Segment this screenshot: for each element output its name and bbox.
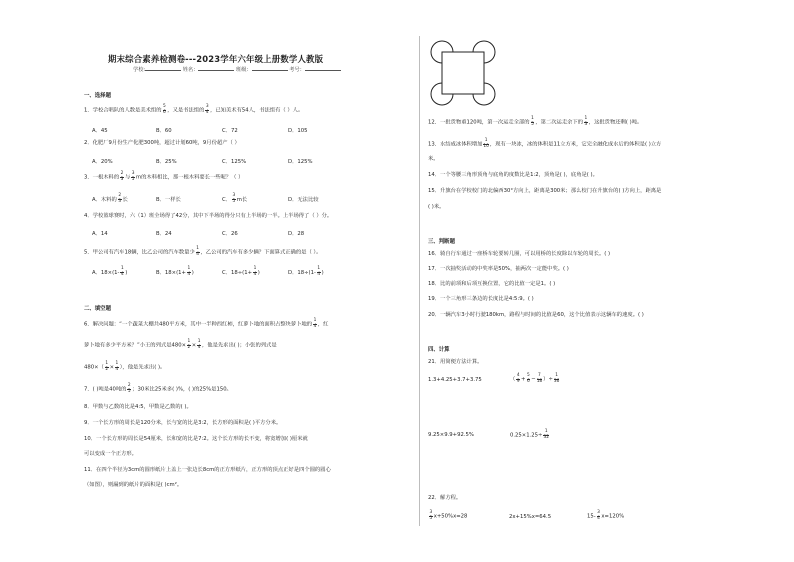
school-label: 学校: bbox=[133, 67, 146, 73]
question-6-line2: 萝卜地有多少平方米？”小王的列式是480× $\frac{1}{2}$ × $\frac{1}{4}$ ，他是先求出( )；小张的列式是 bbox=[84, 339, 277, 350]
question-4-options: A．14 B．24 C．26 D．28 bbox=[92, 231, 305, 237]
section-choice-title: 一、选择题 bbox=[84, 93, 111, 99]
question-2-options: A．20% B．25% C．125% D．125% bbox=[92, 159, 313, 165]
calc-4: 0.25×1.25÷ $\frac{1}{32}$ bbox=[510, 429, 549, 440]
equation-2: 2x+15%x=64.5 bbox=[509, 514, 552, 520]
question-1-options: A．45 B．60 C．72 D．105 bbox=[92, 128, 308, 134]
section-calc-title: 四、计算 bbox=[428, 347, 450, 353]
question-3: 3．一根木料的 $\frac{2}{3}$ 与 $\frac{3}{5}$ m的木料相比，那一根木料要长一些呢？（ ） bbox=[84, 171, 244, 182]
student-info-line bbox=[133, 64, 341, 73]
circles-square-figure bbox=[428, 38, 498, 108]
calc-3: 9.25×9.9+92.5% bbox=[428, 432, 474, 438]
question-5-options: A．18×(1- $\frac{1}{4}$ ) B．18×(1+ $\frac{1}{4}$ ) C．18÷(1+ $\frac{1}{4}$ ) D．18÷(1- $\frac{1}{4}$ ) bbox=[92, 266, 324, 277]
question-7: 7．( )吨是40吨的 $\frac{2}{5}$ ；30米比25米多( )%，( )的25%是150。 bbox=[84, 383, 232, 394]
question-8: 8．甲数与乙数的比是4:5，甲数是乙数的( )。 bbox=[84, 404, 192, 410]
equation-1: $\frac{3}{5}$ x+50%x=28 bbox=[429, 510, 468, 521]
question-10-line2: 可以变成一个正方形。 bbox=[84, 451, 137, 457]
question-2: 2．化肥厂9月份生产化肥300吨，超过计划60吨，9月份超产（ ） bbox=[84, 140, 240, 146]
question-13-line2: 米。 bbox=[428, 156, 439, 162]
question-17: 17．一次抽奖活动的中奖率是50%，抽两次一定能中奖。( ) bbox=[428, 266, 569, 272]
equation-3: 15- $\frac{3}{4}$ x=120% bbox=[587, 510, 625, 521]
question-16: 16．骑自行车通过一座桥车轮要转几圈，可以用桥的长度除以车轮的周长。( ) bbox=[428, 251, 611, 257]
calc-2: （ $\frac{4}{9}$ + $\frac{5}{6}$ − $\frac{7}{18}$ ）÷ $\frac{1}{36}$ bbox=[510, 373, 560, 384]
question-13-line1: 13．水结成冰体积增加 $\frac{1}{10}$ ，现有一块冰，冰的体积是11立方米，它完全融化成水后的体积是( )立方 bbox=[428, 138, 662, 149]
question-10-line1: 10．一个长方形的周长是54厘米，长和宽的比是7:2。这个长方形的长不变，将宽增加( )厘米就 bbox=[84, 436, 308, 442]
question-11-line2: （如图），则漏到的纸片的面积是( )cm²。 bbox=[84, 482, 183, 488]
question-9: 9．一个长方形的周长是120分米，长与宽的比是3:2，长方形的面积是( )平方分米。 bbox=[84, 420, 282, 426]
question-15-line1: 15．升旗台在学校校门的北偏西30°方向上，距离是300米；那么校门在升旗台的( )方向上，距离是 bbox=[428, 188, 662, 194]
name-label: 姓名： bbox=[182, 67, 199, 73]
id-label: 考号： bbox=[289, 67, 305, 73]
question-19: 19．一个三角形三条边的长度比是4:5:9。( ) bbox=[428, 296, 534, 302]
question-3-options: A．木料的 $\frac{2}{3}$ 长 B．一样长 C． $\frac{3}{5}$ m长 D．无法比较 bbox=[92, 193, 319, 204]
calc-1: 1.3+4.25+3.7+3.75 bbox=[428, 377, 482, 383]
question-18: 18．比的前项和后项互换位置，它的比值一定是1。( ) bbox=[428, 281, 556, 287]
section-fill-title: 二、填空题 bbox=[84, 306, 111, 312]
question-6-line1: 6．解决问题：“一个蔬菜大棚共480平方米，其中一半种西红柿，红萝卜地的面积占整块萝卜地的 $\frac{1}{4}$ ，红 bbox=[84, 318, 329, 329]
class-label: 班级： bbox=[236, 67, 252, 73]
question-22: 22．解方程。 bbox=[428, 495, 462, 501]
question-1: 1．学校合唱队的人数是美术组的 $\frac{5}{6}$ ，又是书法组的 $\frac{3}{4}$ ，已知美术有54人，书法组有（ ）人。 bbox=[84, 104, 304, 115]
question-11-line1: 11．在四个半径为3cm的圆形纸片上盖上一张边长8cm的正方形纸片，正方形的顶点正好是四个圆的圆心 bbox=[84, 467, 331, 473]
question-6-line3: 480×（ $\frac{1}{2}$ × $\frac{1}{4}$ ），他是先求出( )。 bbox=[84, 361, 166, 372]
question-20: 20．一辆汽车3小时行驶180km，路程与时间的比值是60，这个比值表示这辆车的速度。( ) bbox=[428, 312, 644, 318]
question-15-line2: ( )米。 bbox=[428, 204, 445, 210]
section-judge-title: 三、判断题 bbox=[428, 239, 455, 245]
question-14: 14．一个等腰三角形顶角与底角的度数比是1:2，顶角是( )，底角是( )。 bbox=[428, 172, 598, 178]
exam-title: 期末综合素养检测卷---2023学年六年级上册数学人教版 bbox=[108, 54, 324, 64]
question-12: 12．一批货物重120吨，第一次运走全部的 $\frac{1}{5}$ ，第二次运走余下的 $\frac{1}{3}$ ，这批货物还剩( )吨。 bbox=[428, 116, 643, 127]
question-4: 4．学校篮球赛时，六（1）班全场得了42分，其中下半场的得分只有上半场的一半。上半场得了（ ）分。 bbox=[84, 213, 333, 219]
question-21: 21．用简便方法计算。 bbox=[428, 359, 483, 365]
question-5: 5．甲公司有汽车18辆，比乙公司的汽车数量少 $\frac{1}{4}$ ，乙公司的汽车有多少辆？下面算式正确的是（ ）。 bbox=[84, 246, 322, 257]
column-divider bbox=[419, 36, 420, 526]
